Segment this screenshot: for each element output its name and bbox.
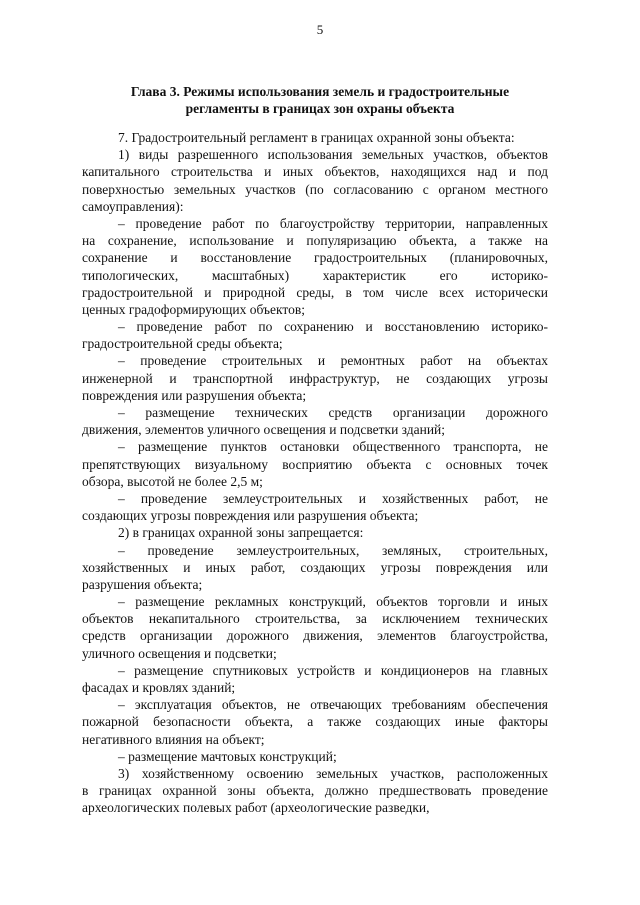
paragraph [82, 490, 548, 524]
text-line: ценных градоформирующих объектов; [82, 301, 305, 317]
paragraph [82, 593, 548, 662]
text-line: объектов некапитального строительства, за исключением технических [82, 611, 548, 627]
document-body [82, 129, 548, 817]
paragraph [82, 146, 548, 215]
text-line: 2) в границах охранной зоны запрещается: [118, 525, 364, 541]
text-line: – размещение рекламных конструкций, объектов торговли и иных [118, 594, 548, 610]
paragraph [82, 542, 548, 594]
text-line: инженерной и транспортной инфраструктур, не создающих угрозы [82, 370, 548, 386]
text-line: хозяйственных и иных работ, создающих угрозы повреждения или [82, 559, 548, 575]
text-line: – проведение землеустроительных, земляных, строительных, [118, 542, 548, 558]
text-line: археологических полевых работ (археологические разведки, [82, 800, 430, 816]
paragraph [82, 215, 548, 318]
text-line: – размещение пунктов остановки общественного транспорта, не [118, 439, 548, 455]
text-line: создающих угрозы повреждения или разрушения объекта; [82, 508, 419, 524]
paragraph [82, 696, 548, 748]
paragraph [82, 438, 548, 490]
text-line: градостроительной и природной среды, в том числе всех исторически [82, 284, 548, 300]
paragraph [82, 524, 548, 541]
text-line: пожарной безопасности объекта, а также создающих иные факторы [82, 714, 548, 730]
text-line: – проведение работ по сохранению и восстановлению историко- [118, 319, 548, 335]
text-line: разрушения объекта; [82, 576, 203, 592]
text-line: – эксплуатация объектов, не отвечающих требованиям обеспечения [118, 697, 548, 713]
paragraph [82, 129, 548, 146]
text-line: сохранение и восстановление градостроительных (планировочных, [82, 250, 548, 266]
text-line: 1) виды разрешенного использования земельных участков, объектов [118, 147, 548, 163]
chapter-heading-line: Глава 3. Режимы использования земель и градостроительные [130, 84, 510, 99]
paragraph [82, 748, 548, 765]
chapter-heading [92, 83, 548, 117]
text-line: – проведение землеустроительных и хозяйственных работ, не [118, 490, 548, 506]
text-line: на сохранение, использование и популяризацию объекта, а также на [82, 233, 548, 249]
text-line: уличного освещения и подсветки; [82, 645, 277, 661]
text-line: 3) хозяйственному освоению земельных участков, расположенных [118, 765, 548, 781]
text-line: препятствующих визуальному восприятию объекта с основных точек [82, 456, 548, 472]
text-line: капитального строительства и иных объектов, находящихся над и под [82, 164, 548, 180]
text-line: самоуправления): [82, 198, 184, 214]
text-line: 7. Градостроительный регламент в границах охранной зоны объекта: [118, 130, 515, 145]
paragraph [82, 352, 548, 404]
text-line: – проведение строительных и ремонтных работ на объектах [118, 353, 548, 369]
paragraph [82, 404, 548, 438]
text-line: – размещение технических средств организации дорожного [118, 405, 548, 420]
text-line: средств организации дорожного движения, элементов благоустройства, [82, 628, 548, 644]
text-line: – размещение мачтовых конструкций; [118, 748, 337, 764]
text-line: фасадах и кровлях зданий; [82, 680, 236, 695]
chapter-heading-line: регламенты в границах зон охраны объекта [185, 101, 455, 116]
text-line: движения, элементов уличного освещения и подсветки зданий; [82, 422, 446, 438]
paragraph [82, 318, 548, 352]
text-line: повреждения или разрушения объекта; [82, 387, 307, 403]
page-number: 5 [316, 22, 324, 37]
text-line: – размещение спутниковых устройств и кондиционеров на главных [118, 662, 548, 678]
text-line: градостроительной среды объекта; [82, 336, 283, 352]
paragraph [82, 765, 548, 817]
text-line: в границах охранной зоны объекта, должно предшествовать проведение [82, 783, 548, 799]
text-line: негативного влияния на объект; [82, 731, 265, 747]
text-line: обзора, высотой не более 2,5 м; [82, 473, 263, 489]
paragraph [82, 662, 548, 696]
text-line: – проведение работ по благоустройству территории, направленных [118, 215, 548, 231]
text-line: типологических, масштабных) характеристик его историко- [82, 267, 548, 283]
text-line: поверхностью земельных участков (по согласованию с органом местного [82, 181, 548, 197]
